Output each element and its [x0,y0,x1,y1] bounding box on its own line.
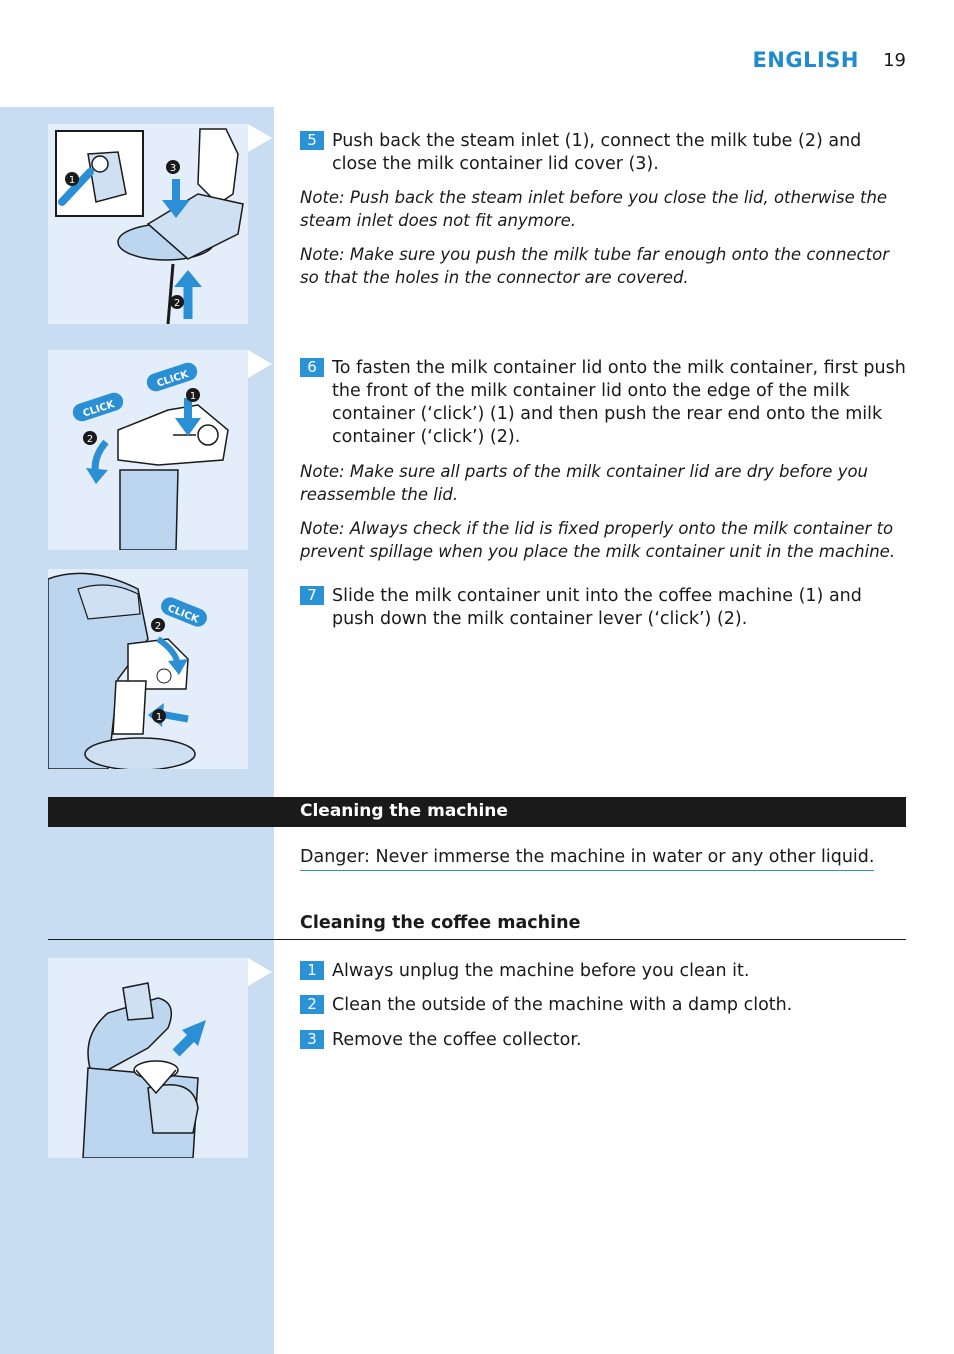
step-5 [300,130,906,176]
lid-fasten-illustration [48,350,248,550]
cleaning-step-3 [300,1029,906,1052]
fig3-label-2: 2 [154,621,162,632]
note: Note: Push back the steam inlet before you close the lid, otherwise the steam inlet does not fit anymore. [300,188,888,230]
step-text: To fasten the milk container lid onto the milk container, first push the front of the milk container lid onto the edge of the milk container (‘click’) (1) and then push the rear end onto the milk container (‘click’) (2). [332,358,906,447]
steam-inlet-illustration [48,124,248,324]
fig1-label-2: 2 [173,298,181,309]
slide-unit-illustration [48,569,248,769]
fig3-label-1: 1 [155,712,163,723]
step-text: Remove the coffee collector. [332,1030,582,1050]
cleaning-step-1 [300,960,906,983]
fig2-click-2: CLICK [81,399,116,420]
step-6 [300,357,906,449]
step-text: Slide the milk container unit into the coffee machine (1) and push down the milk container lever (‘click’) (2). [332,586,862,629]
figure-slide-unit [48,569,248,769]
figure-pointer [248,124,272,152]
step-text: Push back the steam inlet (1), connect the milk tube (2) and close the milk container lid cover (3). [332,131,862,174]
figure-lid-fasten [48,350,248,550]
fig2-label-1: 1 [189,391,197,402]
step-number: 2 [300,995,324,1014]
step-number: 6 [300,358,324,377]
note: Note: Make sure all parts of the milk container lid are dry before you reassemble the lid. [300,462,869,504]
step-text: Clean the outside of the machine with a damp cloth. [332,995,793,1015]
danger-warning: Danger: Never immerse the machine in water or any other liquid. [300,846,874,871]
section-title: Cleaning the machine [300,801,508,821]
figure-pointer [248,350,272,378]
subheading-rule [48,939,906,940]
coffee-collector-illustration [48,958,248,1158]
fig2-click-1: CLICK [155,369,190,390]
section-header-bar [48,797,906,827]
step-number: 7 [300,586,324,605]
step-number: 5 [300,131,324,150]
note: Note: Always check if the lid is fixed properly onto the milk container to prevent spillage when you place the milk container unit in the machine. [300,519,896,561]
subheading: Cleaning the coffee machine [300,913,581,933]
fig2-label-2: 2 [86,434,94,445]
step-number: 1 [300,961,324,980]
page-number: 19 [883,50,906,71]
figure-steam-inlet [48,124,248,324]
note: Note: Make sure you push the milk tube far enough onto the connector so that the holes in the connector are covered. [300,245,889,287]
fig3-click-1: CLICK [165,603,201,626]
step-7 [300,585,906,631]
step-text: Always unplug the machine before you clean it. [332,961,750,981]
fig1-label-1: 1 [68,175,76,186]
language-header: ENGLISH [752,48,859,72]
figure-pointer [248,958,272,986]
cleaning-step-2 [300,994,906,1017]
figure-coffee-collector [48,958,248,1158]
fig1-label-3: 3 [169,163,177,174]
step-number: 3 [300,1030,324,1049]
